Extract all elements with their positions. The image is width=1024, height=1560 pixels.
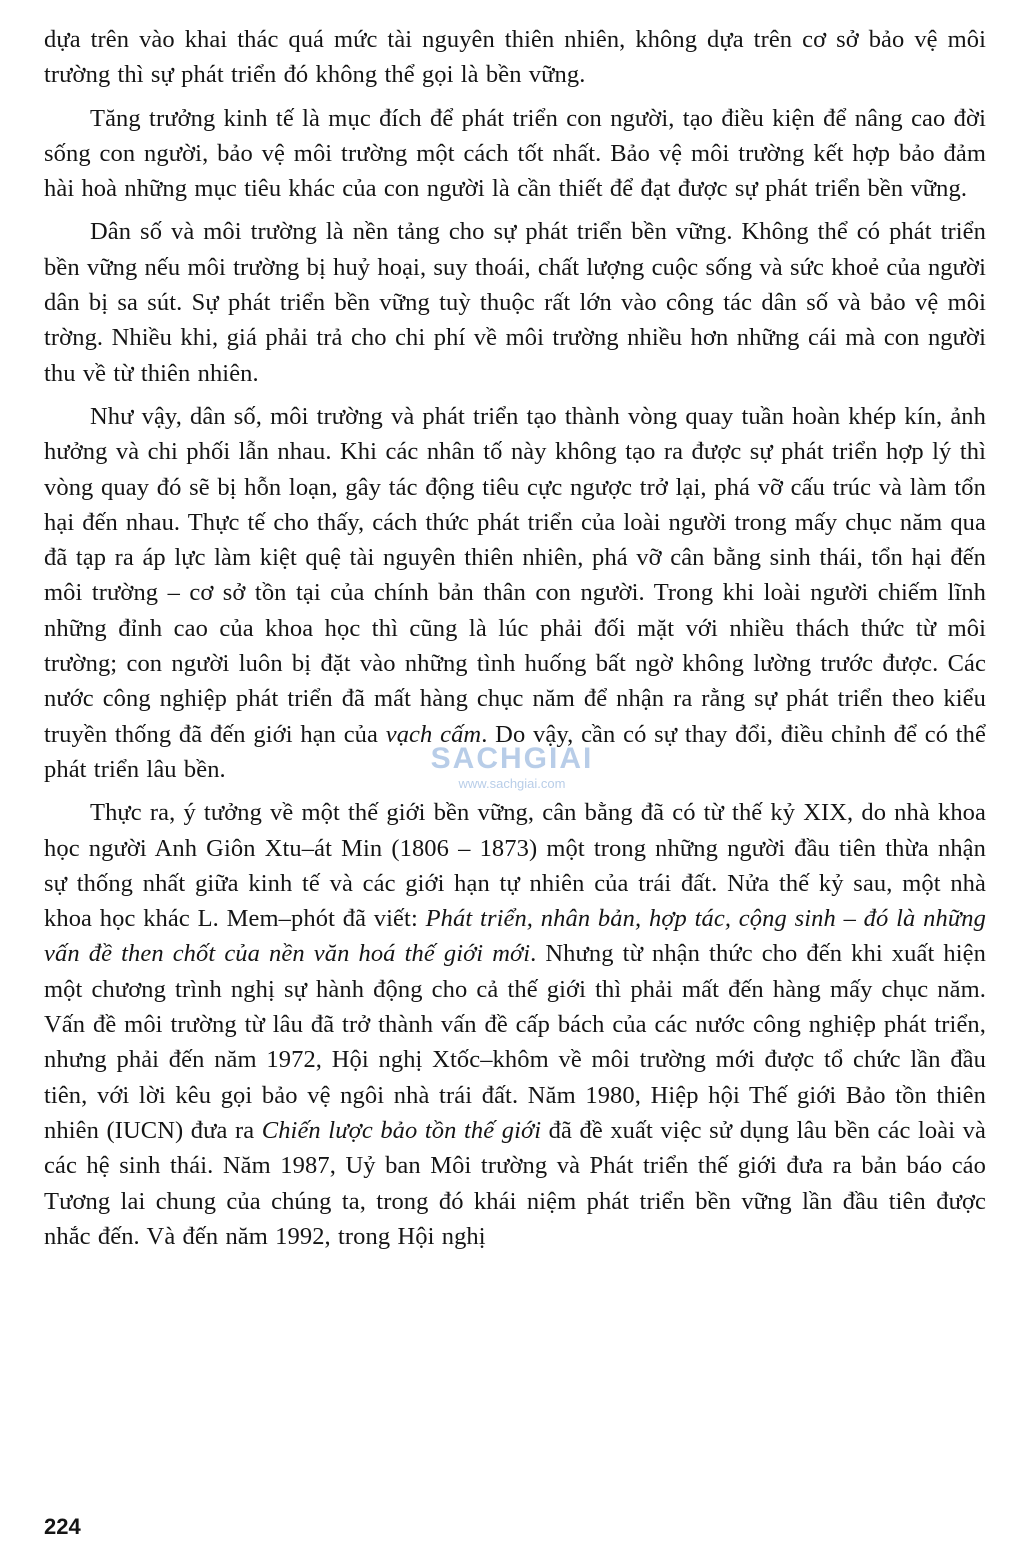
- watermark-url: www.sachgiai.com: [458, 776, 566, 791]
- text-run: dựa trên vào khai thác quá mức tài nguyên thiên nhiên, không dựa trên cơ sở bảo vệ môi trường thì sự phát triển đó không thể gọi là bền vững.: [44, 26, 986, 89]
- text-run: . Do vậy, cần có sự thay đổi, điều chỉnh để có thể phát triển lâu bền.: [44, 720, 986, 783]
- text-run: Như vậy, dân số, môi trường và phát triển tạo thành vòng quay tuần hoàn khép kín, ảnh hưởng và chi phối lẫn nhau. Khi các nhân tố này không tạo ra được sự phát triển hợp lý thì vòng quay đó sẽ bị hỗn loạn, gây tác động tiêu cực ngược trở lại, phá vỡ cấu trúc và làm tổn hại đến nhau. Thực tế cho thấy, cách thức phát triển của loài người trong mấy chục năm qua đã tạp ra áp lực làm kiệt quệ tài nguyên thiên nhiên, phá vỡ cân bằng sinh thái, tổn hại đến môi trường – cơ sở tồn tại của chính bản thân con người. Trong khi loài người chiếm lĩnh những đỉnh cao của khoa học thì cũng là lúc phải đối mặt với nhiều thách thức từ môi trường; con người luôn bị đặt vào những tình huống bất ngờ không lường trước được. Các nước công nghiệp phát triển đã mất hàng chục năm để nhận ra rằng sự phát triển theo kiểu truyền thống đã đến giới hạn của: [44, 402, 986, 748]
- text-run: Dân số và môi trường là nền tảng cho sự phát triển bền vững. Không thể có phát triển bền vững nếu môi trường bị huỷ hoại, suy thoái, chất lượng cuộc sống và sức khoẻ của người dân bị sa sút. Sự phát triển bền vững tuỳ thuộc rất lớn vào công tác dân số và bảo vệ môi trờng. Nhiều khi, giá phải trả cho chi phí về môi trường nhiều hơn những cái mà con người thu về từ thiên nhiên.: [44, 218, 986, 387]
- italic-phrase: vạch cấm: [385, 720, 482, 748]
- paragraph-5: [44, 795, 986, 1254]
- paragraph-4: [44, 399, 986, 787]
- text-run: . Nhưng từ nhận thức cho đến khi xuất hiện một chương trình nghị sự hành động cho cả thế giới thì phải mất đến hàng mấy chục năm. Vấn đề môi trường từ lâu đã trở thành vấn đề cấp bách của các nước công nghiệp phát triển, nhưng phải đến năm 1972, Hội nghị Xtốc–khôm về môi trường mới được tổ chức lần đầu tiên, với lời kêu gọi bảo vệ ngôi nhà trái đất. Năm 1980, Hiệp hội Thế giới Bảo tồn thiên nhiên (IUCN) đưa ra: [44, 940, 986, 1144]
- page-body: [44, 22, 986, 1262]
- italic-phrase: Phát triển, nhân bản, hợp tác, cộng sinh – đó là những vấn đề then chốt của nền văn hoá thế giới mới: [44, 905, 987, 968]
- italic-phrase: Chiến lược bảo tồn thế giới: [261, 1116, 542, 1144]
- text-run: đã đề xuất việc sử dụng lâu bền các loài và các hệ sinh thái. Năm 1987, Uỷ ban Môi trường và Phát triển thế giới đưa ra bản báo cáo Tương lai chung của chúng ta, trong đó khái niệm phát triển bền vững lần đầu tiên được nhắc đến. Và đến năm 1992, trong Hội nghị: [44, 1116, 986, 1250]
- paragraph-2: [44, 101, 986, 207]
- paragraph-1: [44, 22, 986, 93]
- text-run: Thực ra, ý tưởng về một thế giới bền vững, cân bằng đã có từ thế kỷ XIX, do nhà khoa học người Anh Giôn Xtu–át Min (1806 – 1873) một trong những người đầu tiên thừa nhận sự thống nhất giữa kinh tế và các giới hạn tự nhiên của trái đất. Nửa thế kỷ sau, một nhà khoa học khác L. Mem–phót đã viết:: [44, 799, 986, 933]
- text-run: Tăng trưởng kinh tế là mục đích để phát triển con người, tạo điều kiện để nâng cao đời sống con người, bảo vệ môi trường một cách tốt nhất. Bảo vệ môi trường kết hợp bảo đảm hài hoà những mục tiêu khác của con người là cần thiết để đạt được sự phát triển bền vững.: [44, 104, 986, 203]
- paragraph-3: [44, 214, 986, 390]
- page-number: 224: [44, 1514, 81, 1539]
- watermark-logo-text: SACHGIAI: [430, 742, 594, 775]
